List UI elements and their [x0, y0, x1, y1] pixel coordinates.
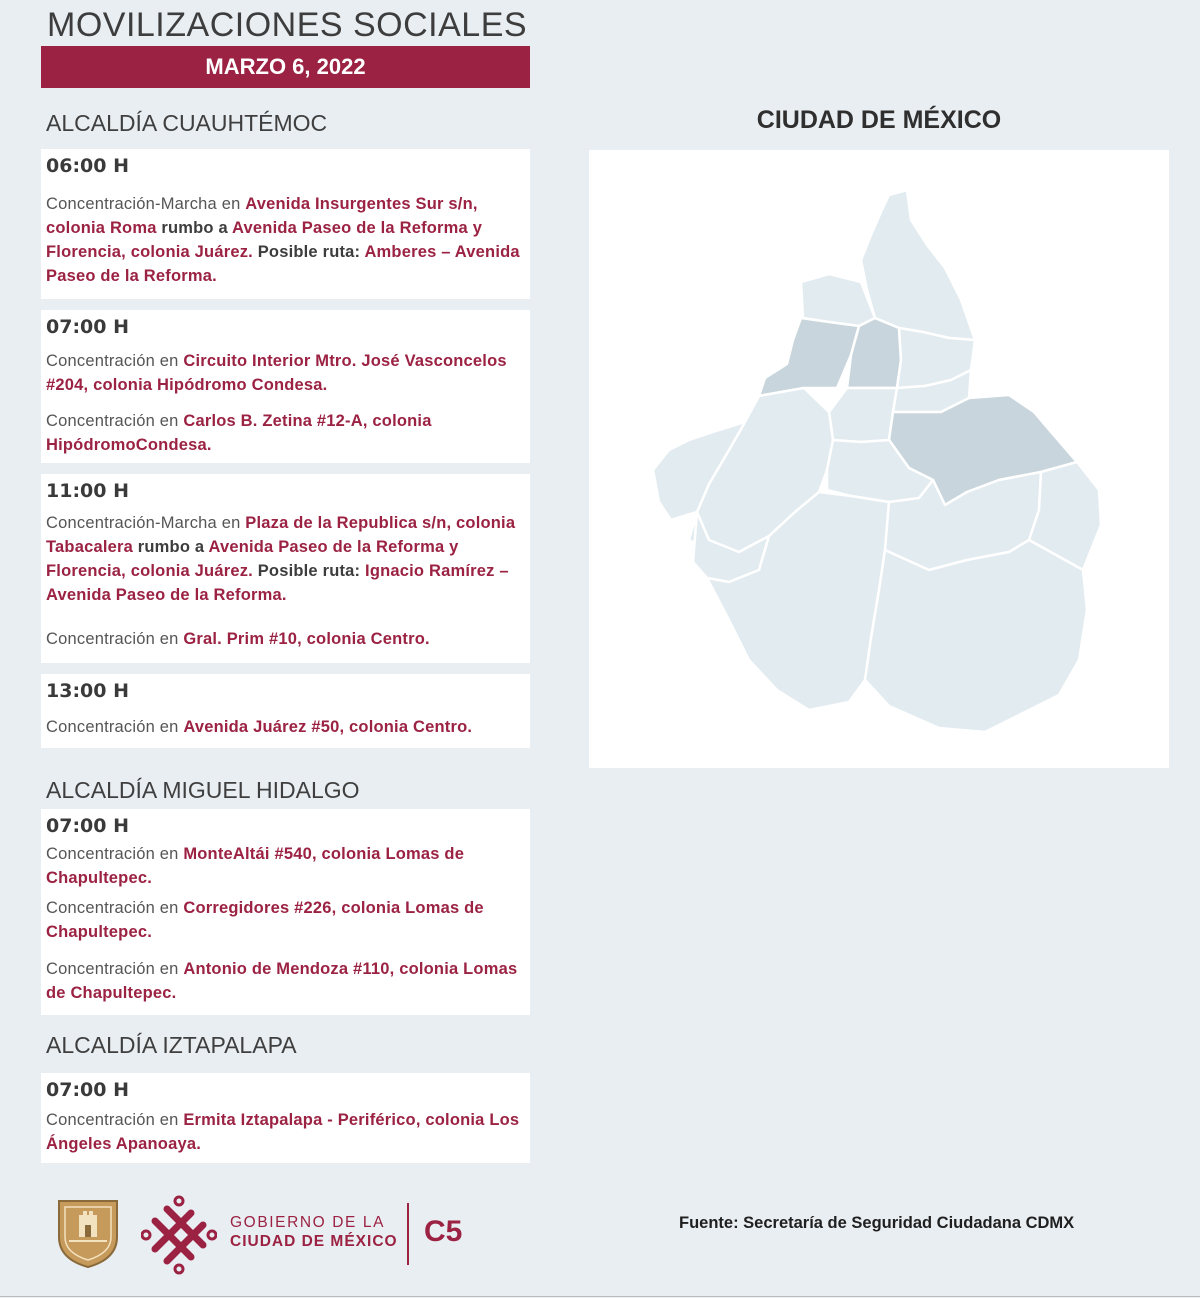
entry-type: Concentración	[46, 630, 155, 648]
cdmx-knot-logo-icon	[141, 1195, 217, 1275]
entry-route-label: Posible ruta:	[252, 243, 365, 261]
date-banner: MARZO 6, 2022	[41, 46, 530, 88]
section-heading-cuauhtemoc: ALCALDÍA CUAUHTÉMOC	[46, 110, 328, 136]
logo-divider	[407, 1203, 409, 1265]
map-region	[829, 388, 897, 442]
event-card	[41, 474, 530, 663]
entry-destination: Avenida Paseo de la Reforma y Florencia, colonia Juárez.	[46, 538, 459, 580]
entry-connector: en	[216, 514, 246, 532]
entry-route: Amberes – Avenida Paseo de la Reforma.	[46, 243, 520, 285]
source-note: Fuente: Secretaría de Seguridad Ciudadana CDMX	[679, 1214, 1075, 1232]
event-time: 07:00 H	[46, 1079, 129, 1101]
event-time: 07:00 H	[46, 316, 129, 338]
entry-route-label: Posible ruta:	[252, 562, 366, 580]
event-time: 13:00 H	[46, 680, 129, 702]
gov-line-2: CIUDAD DE MÉXICO	[230, 1233, 398, 1250]
entry-address: Avenida Juárez #50, colonia Centro.	[183, 718, 473, 736]
entry-address: Ermita Iztapalapa - Periférico, colonia Los Ángeles Apanoaya.	[46, 1111, 520, 1153]
footer-logos	[55, 1195, 475, 1275]
entry-type: Concentración	[46, 845, 155, 863]
event-card	[41, 149, 530, 299]
entry-address: Antonio de Mendoza #110, colonia Lomas de Chapultepec.	[46, 960, 518, 1002]
section-heading-miguel-hidalgo: ALCALDÍA MIGUEL HIDALGO	[46, 777, 360, 803]
entry-destination: Avenida Paseo de la Reforma y Florencia, colonia Juárez.	[46, 219, 483, 261]
entry-rumbo: rumbo a	[133, 538, 209, 556]
cdmx-map	[589, 150, 1169, 768]
section-heading-iztapalapa: ALCALDÍA IZTAPALAPA	[46, 1032, 297, 1058]
event-time: 06:00 H	[46, 155, 129, 177]
event-entry	[46, 896, 525, 944]
entry-connector: en	[155, 1111, 184, 1129]
entry-connector: en	[155, 960, 184, 978]
entry-connector: en	[155, 630, 184, 648]
entry-address: Carlos B. Zetina #12-A, colonia HipódromoCondesa.	[46, 412, 432, 454]
entry-connector: en	[155, 899, 184, 917]
entry-type: Concentración	[46, 412, 155, 430]
bottom-divider	[0, 1296, 1200, 1297]
map-region	[801, 274, 875, 326]
event-card	[41, 310, 530, 463]
event-card	[41, 809, 530, 1015]
map-region	[865, 540, 1087, 732]
entry-connector: en	[155, 412, 184, 430]
event-entry	[46, 409, 525, 457]
entry-address: Avenida Insurgentes Sur s/n, colonia Roma	[46, 195, 478, 237]
map-title: CIUDAD DE MÉXICO	[756, 106, 1002, 134]
map-region	[861, 190, 975, 340]
event-entry	[46, 957, 525, 1005]
event-time: 07:00 H	[46, 815, 129, 837]
entry-address: MonteAltái #540, colonia Lomas de Chapultepec.	[46, 845, 465, 887]
gov-line-1: GOBIERNO DE LA	[230, 1214, 386, 1231]
event-entry	[46, 627, 525, 651]
entry-address: Gral. Prim #10, colonia Centro.	[183, 630, 430, 648]
cdmx-seal-icon	[55, 1197, 121, 1269]
entry-route: Ignacio Ramírez – Avenida Paseo de la Reforma.	[46, 562, 509, 604]
event-entry	[46, 192, 525, 288]
gov-wordmark	[230, 1213, 398, 1251]
event-card	[41, 674, 530, 748]
event-entry	[46, 842, 525, 890]
entry-type: Concentración	[46, 1111, 155, 1129]
event-time: 11:00 H	[46, 480, 129, 502]
event-entry	[46, 715, 525, 739]
event-entry	[46, 1108, 525, 1156]
entry-connector: en	[155, 718, 184, 736]
map-region-highlight	[759, 318, 859, 396]
page-title: MOVILIZACIONES SOCIALES	[47, 6, 528, 44]
event-card	[41, 1073, 530, 1163]
entry-connector: en	[155, 352, 184, 370]
c5-logo: C5	[424, 1215, 463, 1248]
entry-address: Corregidores #226, colonia Lomas de Chapultepec.	[46, 899, 484, 941]
entry-address: Circuito Interior Mtro. José Vasconcelos #204, colonia Hipódromo Condesa.	[46, 352, 507, 394]
entry-type: Concentración	[46, 960, 155, 978]
map-panel	[589, 150, 1169, 768]
entry-connector: en	[216, 195, 246, 213]
entry-address: Plaza de la Republica s/n, colonia Tabacalera	[46, 514, 516, 556]
entry-type: Concentración	[46, 899, 155, 917]
entry-type: Concentración-Marcha	[46, 195, 217, 213]
entry-rumbo: rumbo a	[156, 219, 233, 237]
entry-type: Concentración	[46, 352, 155, 370]
event-entry	[46, 511, 525, 607]
entry-type: Concentración-Marcha	[46, 514, 217, 532]
entry-connector: en	[155, 845, 184, 863]
entry-type: Concentración	[46, 718, 155, 736]
event-entry	[46, 349, 525, 397]
